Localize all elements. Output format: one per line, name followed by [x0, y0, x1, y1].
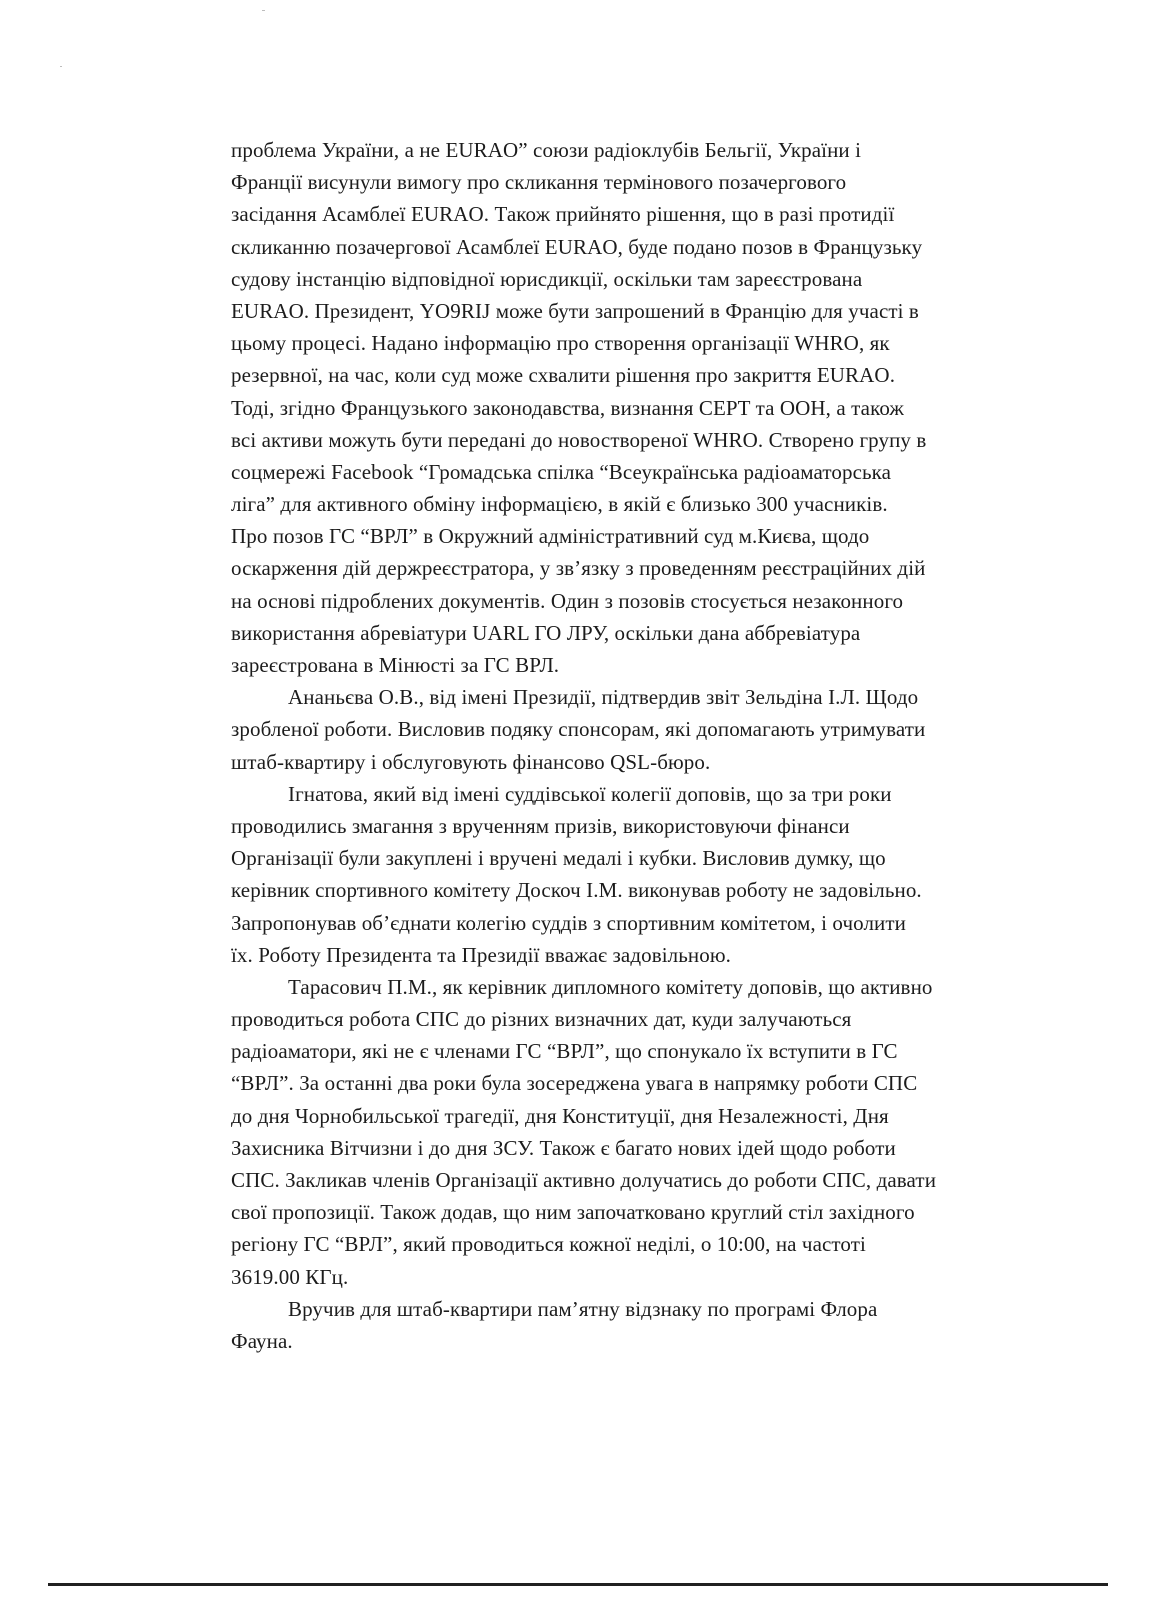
text-line: резервної, на час, коли суд може схвалити рішення про закриття EURAO. [231, 363, 896, 388]
text-line: ліга” для активного обміну інформацією, в якій є близько 300 учасників. [231, 492, 888, 517]
text-line: Франції висунули вимогу про скликання термінового позачергового [231, 170, 847, 195]
text-line: радіоаматори, які не є членами ГС “ВРЛ”, що спонукало їх вступити в ГС [231, 1039, 898, 1064]
paragraph-5 [231, 1293, 1061, 1357]
text-line: проблема України, а не EURAO” союзи радіоклубів Бельгії, України і [231, 138, 862, 162]
text-line: 3619.00 КГц. [231, 1264, 349, 1289]
text-line: керівник спортивного комітету Доскоч І.М. виконував роботу не задовільно. [231, 878, 922, 903]
text-line: Захисника Вітчизни і до дня ЗСУ. Також є багато нових ідей щодо роботи [231, 1135, 896, 1160]
text-line: EURAO. Президент, YO9RIJ може бути запрошений в Францію для участі в [231, 298, 919, 323]
text-line: використання абревіатури UARL ГО ЛРУ, оскільки дана аббревіатура [231, 620, 861, 645]
text-line: скликанню позачергової Асамблеї EURAO, буде подано позов в Французьку [231, 234, 923, 259]
page-bottom-rule [48, 1583, 1108, 1586]
text-line: до дня Чорнобильської трагедії, дня Конституції, дня Незалежності, Дня [231, 1103, 889, 1128]
text-line: Вручив для штаб-квартири пам’ятну відзнаку по програмі Флора [288, 1296, 878, 1321]
text-line: Фауна. [231, 1328, 293, 1353]
text-line: всі активи можуть бути передані до новоствореної WHRO. Створено групу в [231, 427, 927, 452]
text-line: засідання Асамблеї EURAO. Також прийнято рішення, що в разі протидії [231, 202, 895, 227]
text-line: Тарасович П.М., як керівник дипломного комітету доповів, що активно [288, 974, 933, 999]
text-line: Запропонував об’єднати колегію суддів з спортивним комітетом, і очолити [231, 910, 906, 935]
paragraph-4 [231, 971, 1061, 1293]
text-line: Ананьєва О.В., від імені Президії, підтвердив звіт Зельдіна І.Л. Щодо [288, 685, 919, 710]
text-line: Тоді, згідно Французького законодавства, визнання CEPT та ООН, а також [231, 395, 905, 420]
text-line: СПС. Закликав членів Організації активно долучатись до роботи СПС, давати [231, 1168, 937, 1192]
paragraph-3 [231, 778, 1061, 971]
text-line: штаб-квартиру і обслуговують фінансово QSL-бюро. [231, 749, 711, 774]
text-line: проводиться робота СПС до різних визначних дат, куди залучаються [231, 1007, 852, 1032]
text-line: свої пропозиції. Також додав, що ним започатковано круглий стіл західного [231, 1200, 915, 1225]
document-body [231, 134, 1061, 1357]
scan-speck [60, 66, 62, 67]
scan-speck [262, 10, 265, 11]
text-line: Організації були закуплені і вручені медалі і кубки. Висловив думку, що [231, 846, 886, 871]
text-line: Ігнатова, який від імені суддівської колегії доповів, що за три роки [288, 781, 892, 806]
text-line: проводились змагання з врученням призів, використовуючи фінанси [231, 813, 850, 838]
text-line: на основі підроблених документів. Один з позовів стосується незаконного [231, 588, 904, 613]
text-line: їх. Роботу Президента та Президії вважає задовільною. [231, 942, 732, 967]
text-line: зробленої роботи. Висловив подяку спонсорам, які допомагають утримувати [231, 717, 926, 742]
paragraph-1 [231, 134, 1061, 681]
text-line: Про позов ГС “ВРЛ” в Окружний адміністративний суд м.Києва, щодо [231, 524, 870, 549]
text-line: регіону ГС “ВРЛ”, який проводиться кожної неділі, о 10:00, на частоті [231, 1232, 866, 1257]
paragraph-2 [231, 681, 1061, 778]
text-line: зареєстрована в Мінюсті за ГС ВРЛ. [231, 653, 560, 677]
text-line: соцмережі Facebook “Громадська спілка “Всеукраїнська радіоаматорська [231, 459, 892, 484]
text-line: оскарження дій держреєстратора, у зв’язку з проведенням реєстраційних дій [231, 556, 926, 581]
text-line: судову інстанцію відповідної юрисдикції, оскільки там зареєстрована [231, 266, 863, 291]
text-line: цьому процесі. Надано інформацію про створення організації WHRO, як [231, 331, 890, 356]
text-line: “ВРЛ”. За останні два роки була зосереджена увага в напрямку роботи СПС [231, 1071, 918, 1096]
